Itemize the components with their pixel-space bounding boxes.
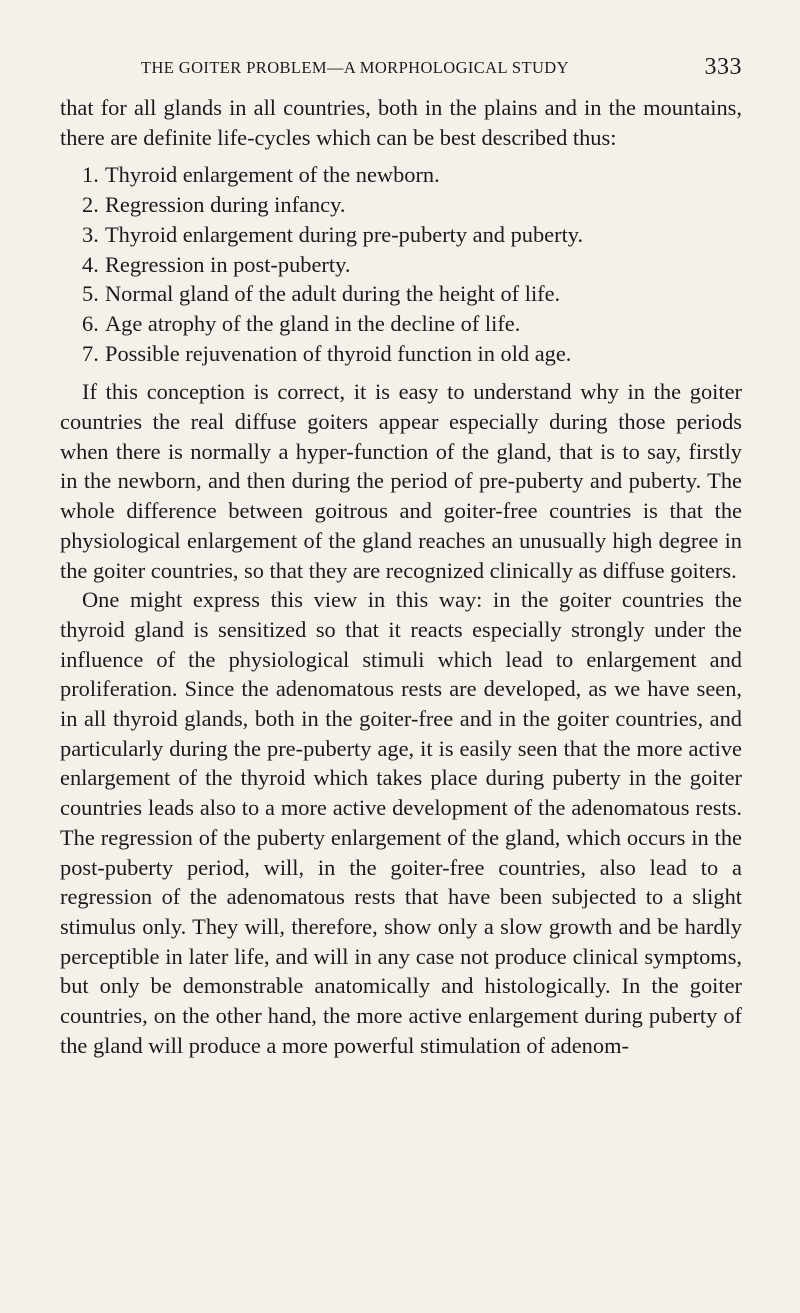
list-item bbox=[60, 339, 742, 369]
list-number: 4. bbox=[82, 251, 99, 277]
list-number: 5. bbox=[82, 281, 99, 307]
list-item bbox=[60, 250, 742, 280]
list-item bbox=[60, 190, 742, 220]
list-number: 6. bbox=[82, 310, 99, 336]
running-head: THE GOITER PROBLEM—A MORPHOLOGICAL STUDY bbox=[141, 58, 569, 77]
list-item bbox=[60, 309, 742, 339]
list-number: 1. bbox=[82, 162, 99, 188]
paragraph-sensitized: One might express this view in this way: in the goiter countries the thyroid gland is sensitized so that it reacts especially strongly under the influence of the physiological stimuli which lead to enlargement and proliferation. Since the adenomatous rests are developed, as we have seen, in all thyroid glands, both in the goiter-free and in the goiter countries, and particularly during the pre-puberty age, it is easily seen that the more active enlargement of the thyroid which takes place during puberty in the goiter countries leads also to a more active development of the adenomatous rests. The regression of the puberty enlargement of the gland, which occurs in the post-puberty period, will, in the goiter-free countries, also lead to a regression of the adenomatous rests that have been subjected to a slight stimulus only. They will, therefore, show only a slow growth and be hardly perceptible in later life, and will in any case not produce clinical symptoms, but only be demonstrable anatomically and histologically. In the goiter countries, on the other hand, the more active enlargement during puberty of the gland will produce a more powerful stimulation of adenom- bbox=[60, 587, 742, 1058]
list-text: Possible rejuvenation of thyroid function in old age. bbox=[105, 340, 572, 366]
list-number: 3. bbox=[82, 221, 99, 247]
body-text bbox=[60, 93, 742, 1061]
list-text: Regression in post-puberty. bbox=[105, 251, 351, 277]
list-text: Thyroid enlargement of the newborn. bbox=[105, 162, 440, 188]
list-text: Normal gland of the adult during the height of life. bbox=[105, 281, 561, 307]
page-header bbox=[60, 56, 742, 86]
paragraph-conception: If this conception is correct, it is easy to understand why in the goiter countries the real diffuse goiters appear especially during those periods when there is normally a hyper-function of the gland, that is to say, firstly in the newborn, and then during the period of pre-puberty and puberty. The whole difference between goitrous and goiter-free countries is that the physiological enlargement of the gland reaches an unusually high degree in the goiter countries, so that they are recognized clinically as diffuse goiters. bbox=[60, 379, 742, 583]
list-text: Thyroid enlargement during pre-puberty and puberty. bbox=[105, 221, 584, 247]
intro-paragraph: that for all glands in all countries, both in the plains and in the mountains, there are definite life-cycles which can be best described thus: bbox=[60, 95, 742, 150]
list-text: Age atrophy of the gland in the decline of life. bbox=[105, 310, 521, 336]
list-text: Regression during infancy. bbox=[105, 192, 346, 218]
list-item bbox=[60, 279, 742, 309]
list-item bbox=[60, 160, 742, 190]
list-number: 2. bbox=[82, 192, 99, 218]
page-number: 333 bbox=[704, 54, 742, 80]
list-number: 7. bbox=[82, 340, 99, 366]
list-item bbox=[60, 220, 742, 250]
life-cycle-list bbox=[60, 160, 742, 368]
